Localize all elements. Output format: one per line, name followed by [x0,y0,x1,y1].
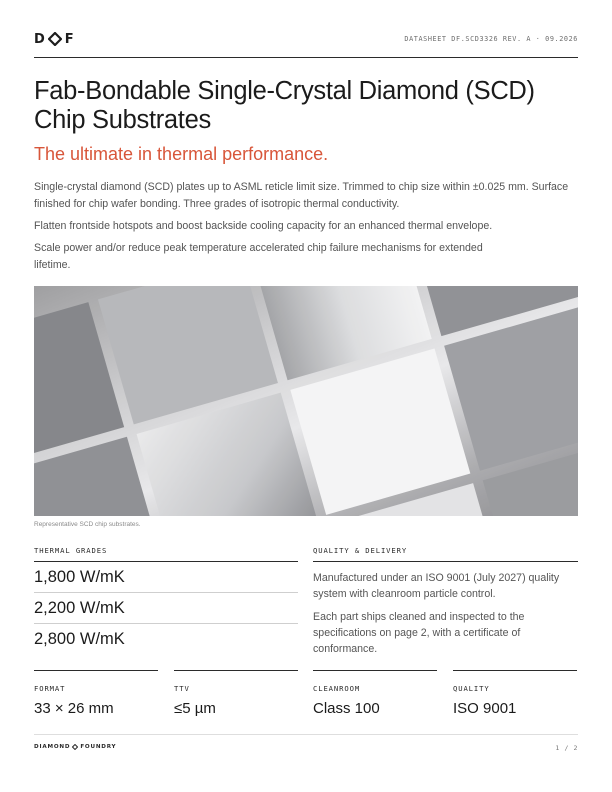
thermal-grade-1: 1,800 W/mK [34,568,125,586]
spec-ttv-value: ≤5 µm [174,700,216,717]
quality-paragraph-1: Manufactured under an ISO 9001 (July 2027) quality system with cleanroom particle control. [313,572,560,600]
grade-separator [34,592,298,593]
thermal-grades-label: THERMAL GRADES [34,546,108,555]
spec-format-value: 33 × 26 mm [34,700,114,717]
intro-paragraph-1: Single-crystal diamond (SCD) plates up to ASML reticle limit size. Trimmed to chip size within ±0.025 mm. Surface finished for chip wafer bonding. Three grades of isotropic thermal conductivity. [34,181,569,210]
page-header [34,31,578,51]
footer-brand [34,744,116,750]
document-meta: DATASHEET DF.SCD3326 REV. A · 09.2026 [404,35,578,43]
thermal-grade-2: 2,200 W/mK [34,599,125,617]
quality-paragraph-2: Each part ships cleaned and inspected to the specifications on page 2, with a certificate of conformance. [313,611,525,655]
spec-cleanroom-label: CLEANROOM [313,684,361,693]
page-number: 1 / 2 [555,744,578,752]
spec-divider [34,670,158,671]
intro-paragraph-2: Flatten frontside hotspots and boost backside cooling capacity for an enhanced thermal envelope. [34,220,493,232]
header-divider [34,57,578,58]
grade-separator [34,623,298,624]
product-photo [34,286,578,516]
diamond-icon [48,32,62,46]
logo-letter-d: D [34,31,45,47]
logo-letter-f: F [64,31,74,47]
footer-brand-left: DIAMOND [34,744,71,750]
page-title: Fab-Bondable Single-Crystal Diamond (SCD) Chip Substrates [34,77,535,134]
spec-format-label: FORMAT [34,684,66,693]
spec-divider [313,670,437,671]
spec-divider [453,670,577,671]
spec-divider [174,670,298,671]
spec-ttv-label: TTV [174,684,190,693]
thermal-grades-divider [34,561,298,562]
footer-brand-right: FOUNDRY [80,744,117,750]
tagline: The ultimate in thermal performance. [34,144,329,164]
company-logo [34,31,74,47]
thermal-grade-3: 2,800 W/mK [34,630,125,648]
spec-quality-value: ISO 9001 [453,700,517,717]
quality-delivery-divider [313,561,578,562]
spec-quality-label: QUALITY [453,684,490,693]
intro-paragraph-3: Scale power and/or reduce peak temperature accelerated chip failure mechanisms for extended lifetime. [34,242,483,271]
photo-caption: Representative SCD chip substrates. [34,521,141,528]
diamond-icon [72,744,78,750]
quality-delivery-label: QUALITY & DELIVERY [313,546,408,555]
footer-divider [34,734,578,735]
spec-cleanroom-value: Class 100 [313,700,380,717]
